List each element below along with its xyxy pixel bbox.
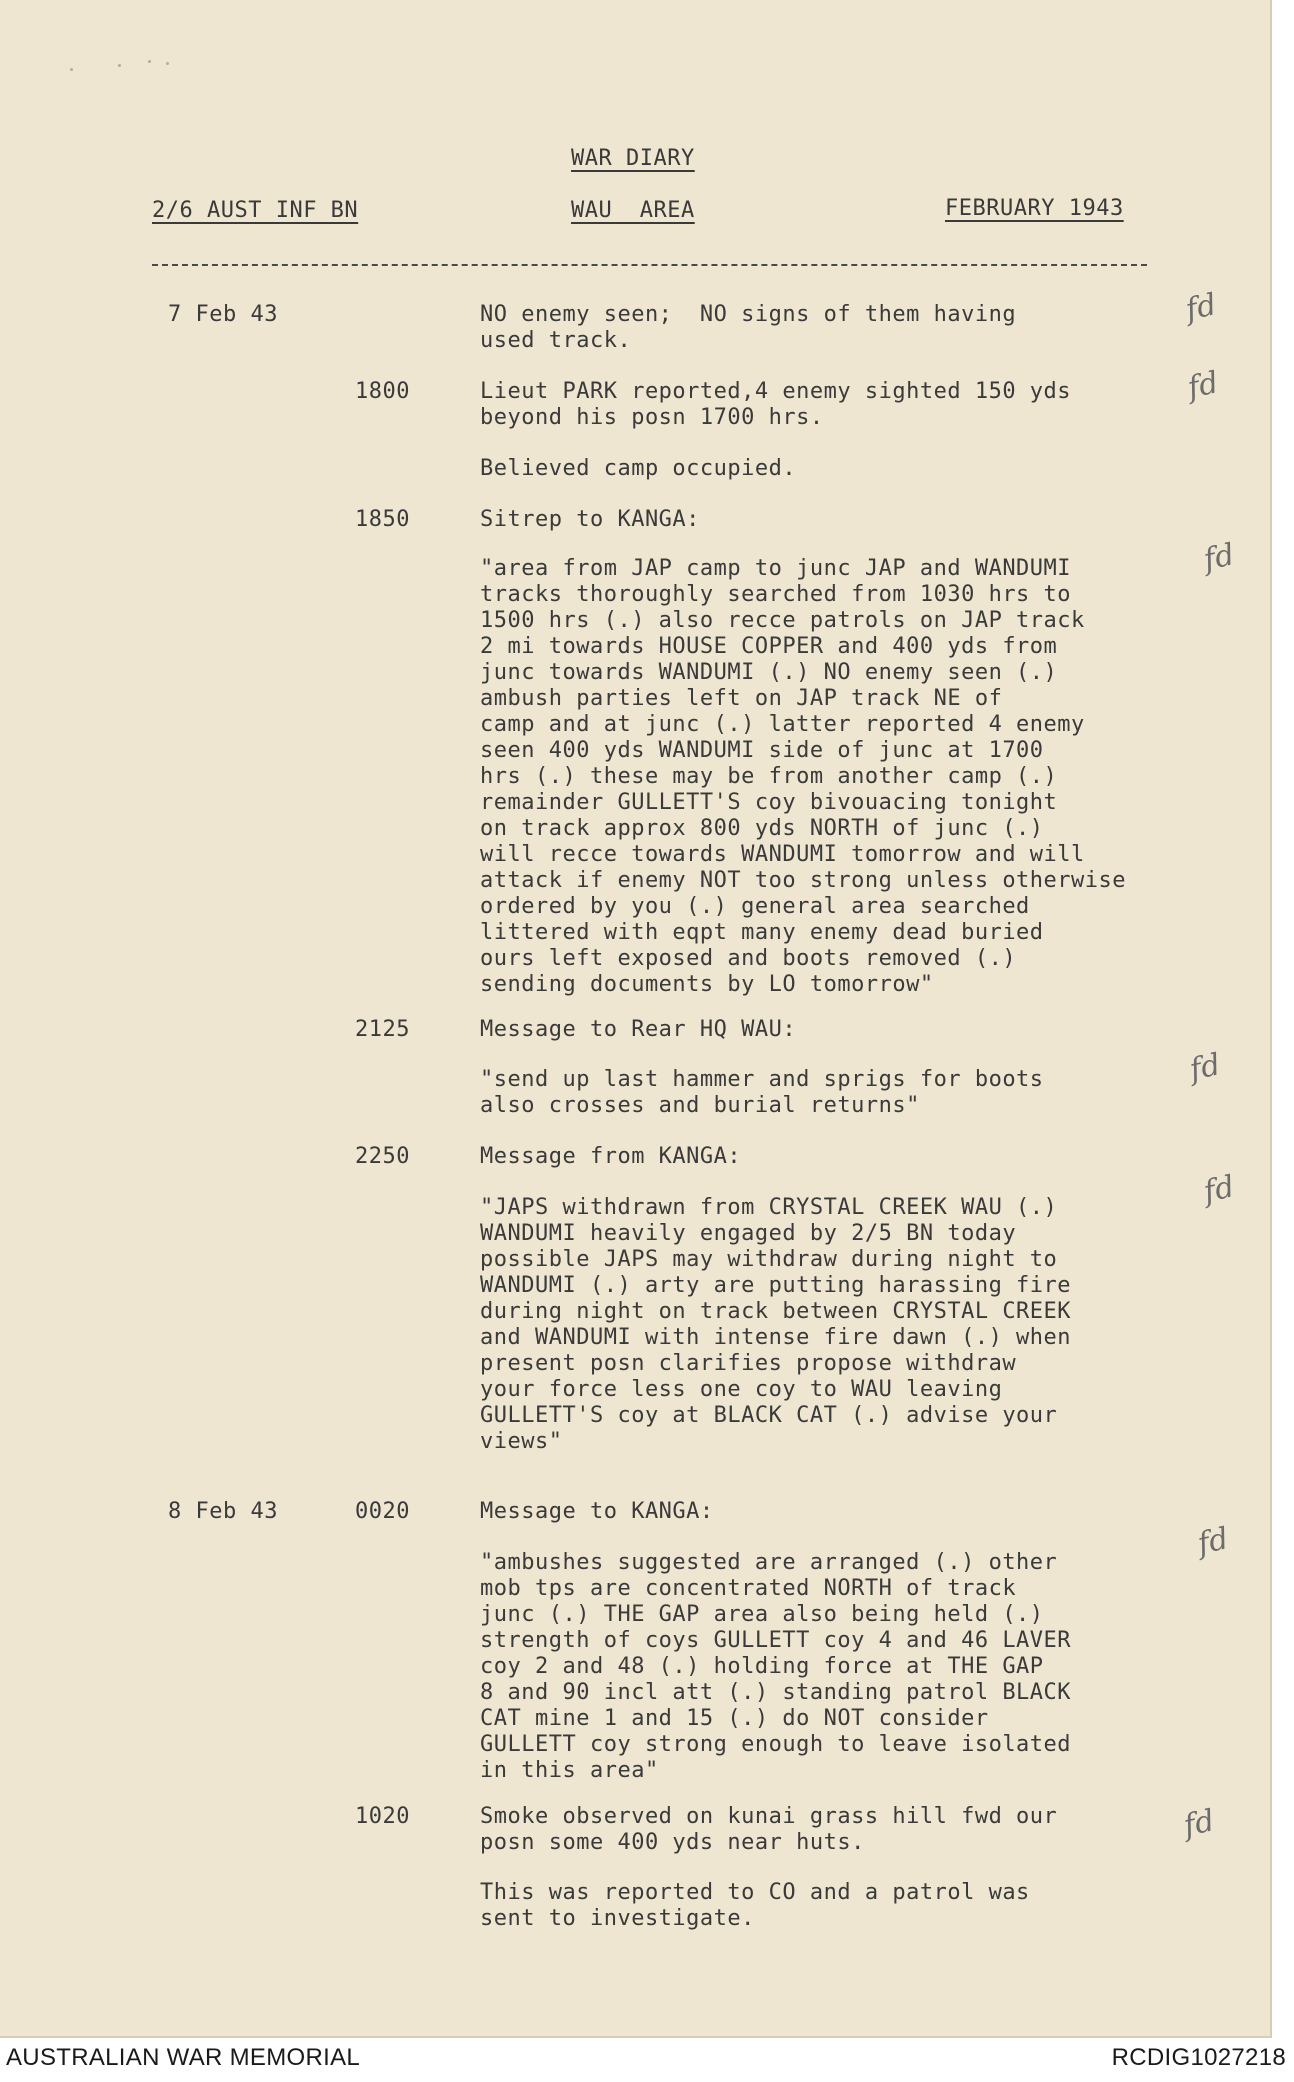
handwritten-initials: fd [1186, 1047, 1224, 1088]
diary-title: WAR DIARY [571, 146, 695, 171]
entry-time: 1800 [355, 379, 410, 404]
entry-time: 2125 [355, 1017, 410, 1042]
entry-text: "area from JAP camp to junc JAP and WANDUMI tracks thoroughly searched from 1030 hrs to 1500 hrs (.) also recce patrols on JAP track 2 mi towards HOUSE COPPER and 400 yds from junc towards WANDUMI (.) NO enemy seen (.) ambush parties left on JAP track NE of camp and at junc (.) latter reported 4 enemy seen 400 yds WANDUMI side of junc at 1700 hrs (.) these may be from another camp (.) remainder GULLETT'S coy bivouacing tonight on track approx 800 yds NORTH of junc (.) will recce towards WANDUMI tomorrow and will attack if enemy NOT too strong unless otherwise ordered by you (.) general area searched littered with eqpt many enemy dead buried ours left exposed and boots removed (.) sending documents by LO tomorrow" [480, 556, 1127, 997]
entry-text: "ambushes suggested are arranged (.) other mob tps are concentrated NORTH of track junc (.) THE GAP area also being held (.) strength of coys GULLETT coy 4 and 46 LAVER coy 2 and 48 (.) holding force at THE GAP 8 and 90 incl att (.) standing patrol BLACK CAT mine 1 and 15 (.) do NOT consider GULLETT coy strong enough to leave isolated in this area" [480, 1550, 1072, 1783]
archive-credit: AUSTRALIAN WAR MEMORIAL [6, 2044, 361, 2071]
entry-text: "JAPS withdrawn from CRYSTAL CREEK WAU (.) WANDUMI heavily engaged by 2/5 BN today possible JAPS may withdraw during night to WANDUMI (.) arty are putting harassing fire during night on track between CRYSTAL CREEK and WANDUMI with intense fire dawn (.) when present posn clarifies propose withdraw your force less one coy to WAU leaving GULLETT'S coy at BLACK CAT (.) advise your views" [480, 1195, 1072, 1454]
entry-time: 1020 [355, 1804, 410, 1829]
entry-date: 7 Feb 43 [168, 302, 278, 327]
header-divider [152, 264, 1147, 266]
area-name: WAU AREA [571, 198, 695, 223]
entry-time: 2250 [355, 1144, 410, 1169]
archive-record-id: RCDIG1027218 [1111, 2044, 1286, 2071]
handwritten-initials: fd [1184, 365, 1222, 406]
entry-text: Message to KANGA: [480, 1499, 714, 1524]
handwritten-initials: fd [1180, 1803, 1218, 1844]
entry-date: 8 Feb 43 [168, 1499, 278, 1524]
entry-text: Message from KANGA: [480, 1144, 742, 1169]
entry-text: "send up last hammer and sprigs for boots also crosses and burial returns" [480, 1067, 1044, 1118]
entry-text: NO enemy seen; NO signs of them having used track. [480, 302, 1017, 353]
entry-text: Smoke observed on kunai grass hill fwd our posn some 400 yds near huts. [480, 1804, 1058, 1855]
entry-text: Sitrep to KANGA: [480, 507, 700, 532]
diary-month: FEBRUARY 1943 [945, 196, 1124, 221]
entry-text: Believed camp occupied. [480, 456, 797, 481]
entry-text: Lieut PARK reported,4 enemy sighted 150 yds beyond his posn 1700 hrs. [480, 379, 1072, 430]
unit-name: 2/6 AUST INF BN [152, 198, 359, 223]
entry-time: 0020 [355, 1499, 410, 1524]
handwritten-initials: fd [1182, 287, 1220, 328]
handwritten-initials: fd [1200, 1169, 1238, 1210]
handwritten-initials: fd [1194, 1521, 1232, 1562]
entry-text: This was reported to CO and a patrol was sent to investigate. [480, 1880, 1030, 1931]
entry-text: Message to Rear HQ WAU: [480, 1017, 797, 1042]
handwritten-initials: fd [1200, 537, 1238, 578]
entry-time: 1850 [355, 507, 410, 532]
